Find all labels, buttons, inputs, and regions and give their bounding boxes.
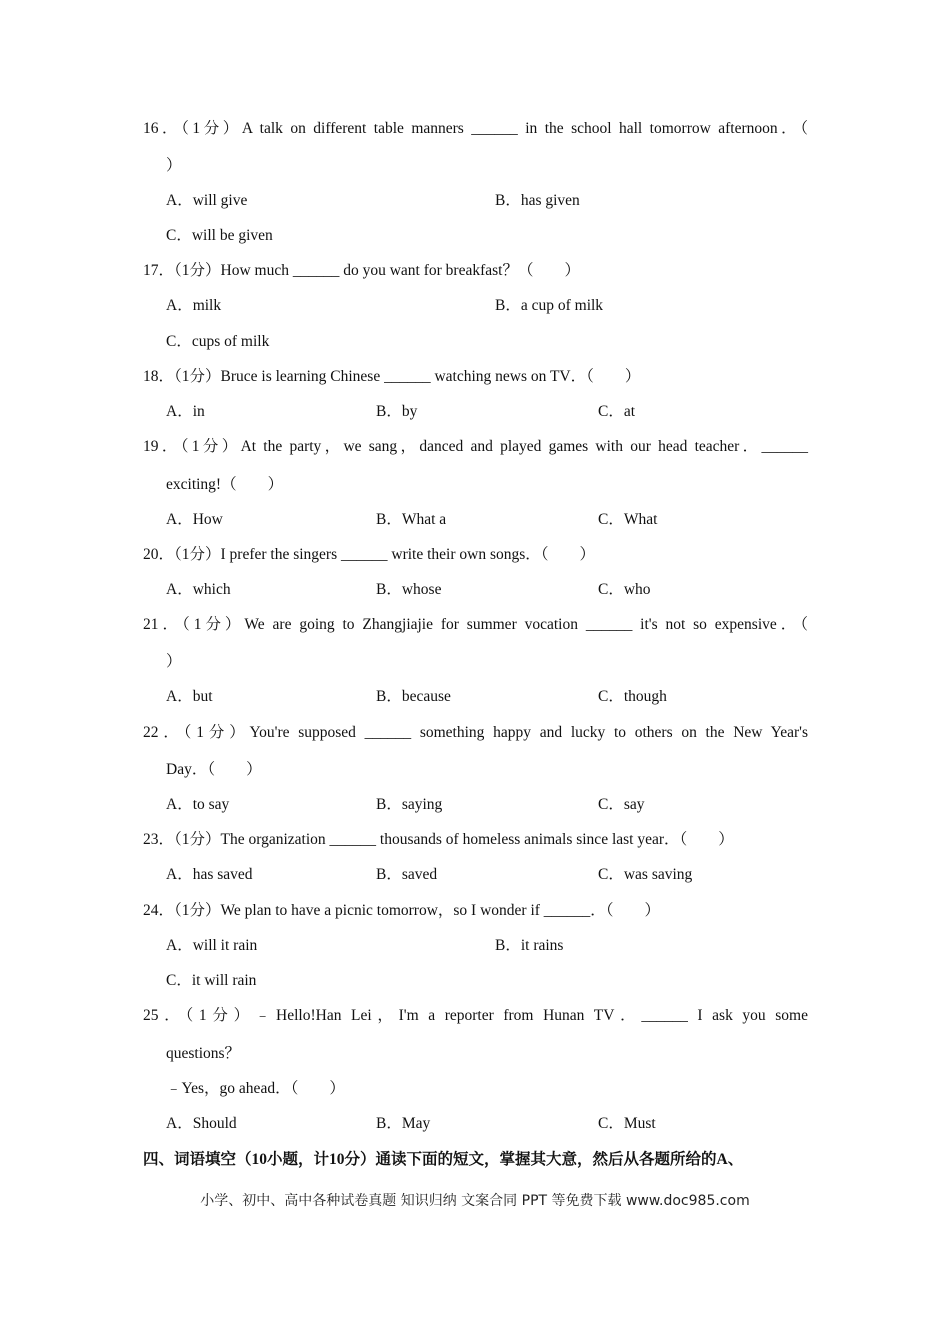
question-16-option-c: C．will be given: [166, 227, 273, 244]
question-19-stem-continuation: exciting!（ ）: [166, 476, 284, 493]
question-22-option-c: C．say: [598, 796, 645, 813]
question-22-option-a: A．to say: [166, 796, 230, 813]
question-21-stem-continuation: ）: [166, 653, 182, 670]
question-23-option-a: A．has saved: [166, 866, 253, 883]
question-24-option-a: A．will it rain: [166, 937, 258, 954]
question-22-stem-continuation: Day．（ ）: [166, 761, 262, 778]
page-footer: 小学、初中、高中各种试卷真题 知识归纳 文案合同 PPT 等免费下载 www.doc985.com: [200, 1193, 750, 1209]
section-heading: 四、词语填空（10小题，计10分）通读下面的短文，掌握其大意，然后从各题所给的A、: [143, 1151, 744, 1168]
question-25-stem-continuation: questions？: [166, 1045, 241, 1062]
question-25-reply: ﹣Yes，go ahead．（ ）: [166, 1080, 345, 1097]
question-21-option-a: A．but: [166, 688, 213, 705]
question-17-option-a: A．milk: [166, 297, 222, 314]
question-20-stem: 20．（1分）I prefer the singers ______ write their own songs．（ ）: [143, 546, 596, 563]
question-21-stem: 21．（1分）We are going to Zhangjiajie for summer vocation ______ it's not so expensive．（: [143, 616, 808, 633]
question-18-stem: 18．（1分）Bruce is learning Chinese ______ watching news on TV．（ ）: [143, 368, 641, 385]
question-23-option-b: B．saved: [376, 866, 438, 883]
question-25-option-c: C．Must: [598, 1115, 656, 1132]
question-24-option-b: B．it rains: [495, 937, 564, 954]
question-24-stem: 24．（1分）We plan to have a picnic tomorrow，so I wonder if ______．（ ）: [143, 902, 661, 919]
question-21-option-c: C．though: [598, 688, 667, 705]
question-16-option-a: A．will give: [166, 192, 248, 209]
question-20-option-a: A．which: [166, 581, 231, 598]
question-25-stem: 25．（1分）﹣Hello!Han Lei，I'm a reporter from Hunan TV．______ I ask you some: [143, 1007, 808, 1024]
question-16-option-b: B．has given: [495, 192, 580, 209]
question-17-stem: 17．（1分）How much ______ do you want for breakfast？（ ）: [143, 262, 580, 279]
question-18-option-b: B．by: [376, 403, 418, 420]
question-24-option-c: C．it will rain: [166, 972, 257, 989]
question-16-stem-continuation: ）: [166, 157, 182, 174]
question-21-option-b: B．because: [376, 688, 451, 705]
question-19-stem: 19．（1分）At the party，we sang，danced and played games with our head teacher．______: [143, 438, 808, 455]
question-23-option-c: C．was saving: [598, 866, 693, 883]
question-18-option-a: A．in: [166, 403, 205, 420]
question-19-option-b: B．What a: [376, 511, 447, 528]
question-20-option-c: C．who: [598, 581, 651, 598]
question-20-option-b: B．whose: [376, 581, 442, 598]
question-22-stem: 22．（1分）You're supposed ______ something happy and lucky to others on the New Year's: [143, 724, 808, 741]
question-18-option-c: C．at: [598, 403, 636, 420]
question-19-option-a: A．How: [166, 511, 223, 528]
question-16-stem: 16．（1分）A talk on different table manners ______ in the school hall tomorrow afternoon．（: [143, 120, 808, 137]
question-19-option-c: C．What: [598, 511, 658, 528]
question-17-option-c: C．cups of milk: [166, 333, 270, 350]
question-17-option-b: B．a cup of milk: [495, 297, 604, 314]
question-22-option-b: B．saying: [376, 796, 443, 813]
question-25-option-a: A．Should: [166, 1115, 237, 1132]
question-25-option-b: B．May: [376, 1115, 431, 1132]
question-23-stem: 23．（1分）The organization ______ thousands of homeless animals since last year．（ ）: [143, 831, 734, 848]
